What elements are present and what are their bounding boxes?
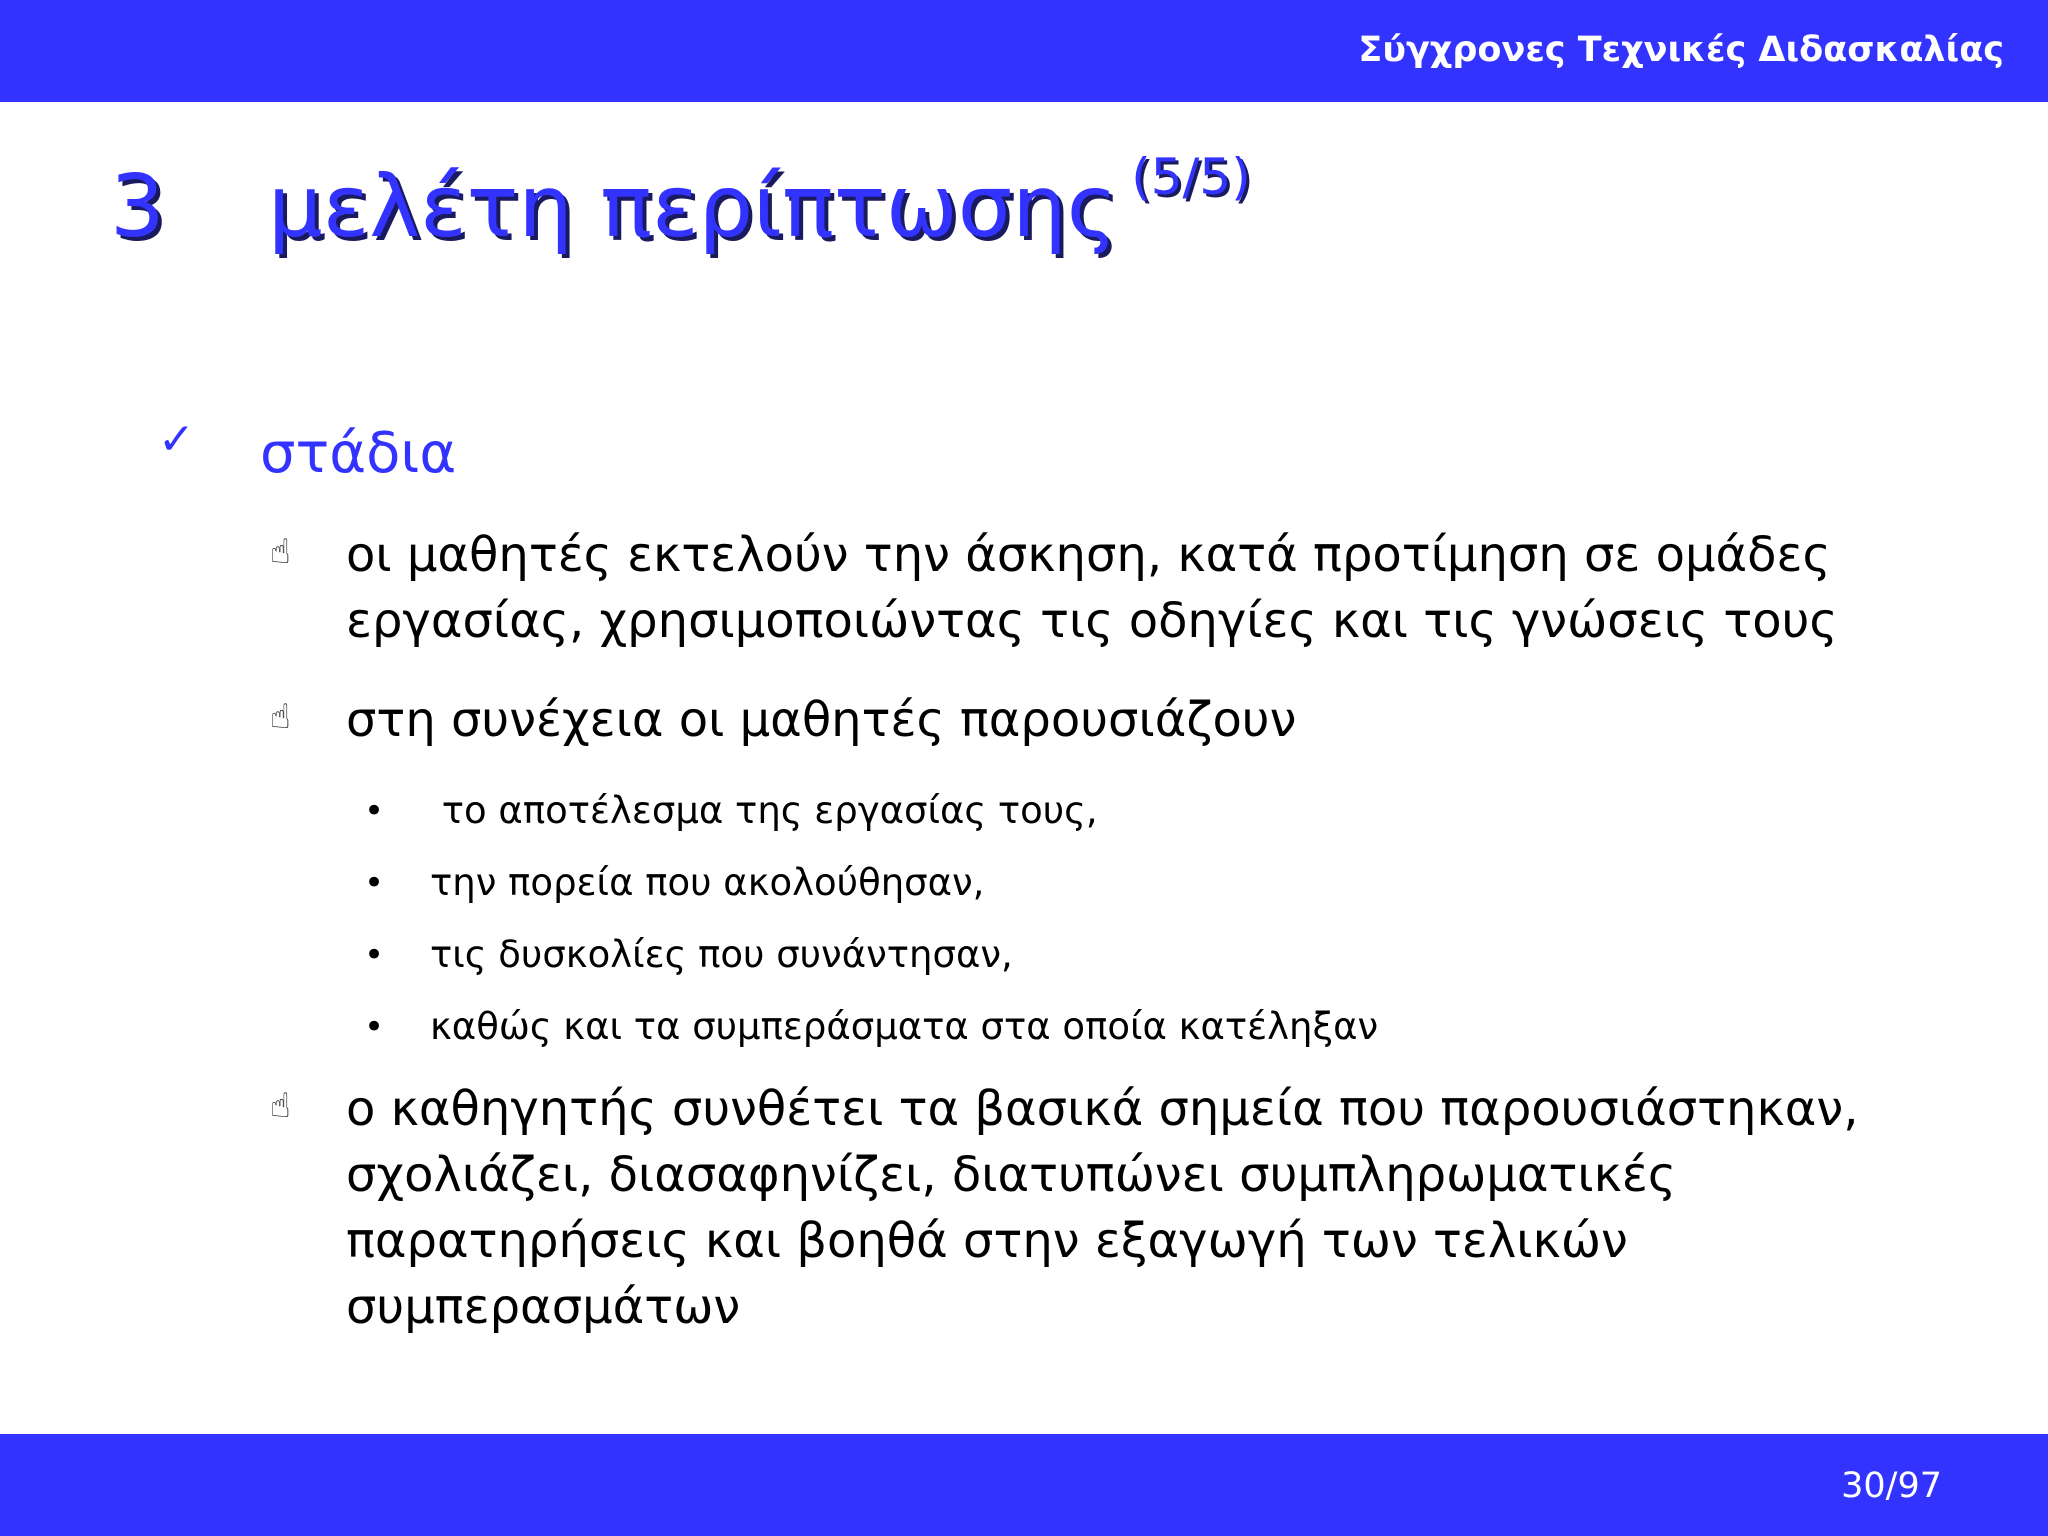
bullet-text: ο καθηγητής συνθέτει τα βασικά σημεία που παρουσιάστηκαν, σχολιάζει, διασαφηνίζει, διατυπώνει συμπληρωματικές παρατηρήσεις και βοηθά στην εξαγωγή των τελικών συμπερασμάτων — [346, 1081, 1859, 1335]
presentation-title: Σύγχρονες Τεχνικές Διδασκαλίας — [1358, 30, 2004, 70]
pointing-hand-icon: ☝ — [270, 532, 291, 572]
bullet-text: στη συνέχεια οι μαθητές παρουσιάζουν — [346, 692, 1297, 748]
page-number: 30/97 — [1841, 1466, 1942, 1506]
bullet-dot-icon: • — [364, 863, 385, 903]
sub-bullet-text: τις δυσκολίες που συνάντησαν, — [430, 933, 1013, 976]
bullet-dot-icon: • — [364, 791, 385, 831]
checkmark-icon: ✓ — [158, 414, 195, 465]
footer-bar — [0, 1434, 2048, 1536]
slide-part-indicator: (5/5) — [1131, 148, 1251, 206]
sub-bullet-text: το αποτέλεσμα της εργασίας τους, — [430, 789, 1098, 832]
sub-bullet-text: την πορεία που ακολούθησαν, — [430, 861, 985, 904]
slide-number: 3 — [110, 157, 165, 257]
sub-bullet-text: καθώς και τα συμπεράσματα στα οποία κατέληξαν — [430, 1005, 1379, 1048]
slide-title-text: μελέτη περίπτωσης — [268, 157, 1118, 257]
header-bar — [0, 0, 2048, 102]
slide-title — [110, 148, 1251, 282]
section-label: στάδια — [260, 421, 457, 486]
pointing-hand-icon: ☝ — [270, 697, 291, 737]
bullet-text: οι μαθητές εκτελούν την άσκηση, κατά προτίμηση σε ομάδες εργασίας, χρησιμοποιώντας τις οδηγίες και τις γνώσεις τους — [346, 527, 1838, 649]
bullet-dot-icon: • — [364, 935, 385, 975]
pointing-hand-icon: ☝ — [270, 1086, 291, 1126]
bullet-dot-icon: • — [364, 1007, 385, 1047]
